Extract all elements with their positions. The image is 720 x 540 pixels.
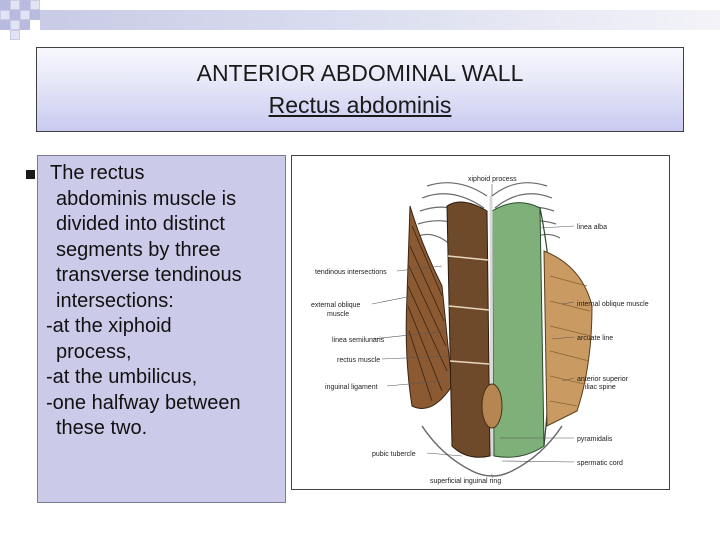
body-line: process, <box>56 340 132 363</box>
deco-square <box>20 10 30 20</box>
label-pubic-tubercle: pubic tubercle <box>372 451 416 458</box>
deco-square <box>0 10 10 20</box>
label-xiphoid: xiphoid process <box>468 176 517 183</box>
label-internal-oblique: internal oblique muscle <box>577 301 649 308</box>
label-tendinous: tendinous intersections <box>315 269 387 276</box>
label-rectus: rectus muscle <box>337 357 381 364</box>
deco-square <box>10 0 20 10</box>
deco-square <box>10 30 20 40</box>
label-linea-semilunaris: linea semilunaris <box>332 337 385 344</box>
pyramidalis-shape <box>482 384 502 428</box>
label-asis-1: anterior superior <box>577 376 628 383</box>
label-arcuate: arcuate line <box>577 335 614 342</box>
body-line: abdominis muscle is <box>56 187 237 210</box>
external-oblique-shape <box>406 206 452 409</box>
label-external-oblique-1: external oblique <box>311 302 361 309</box>
deco-square <box>10 10 20 20</box>
slide-title: ANTERIOR ABDOMINAL WALL <box>196 60 524 86</box>
label-inguinal-ligament: inguinal ligament <box>325 384 378 391</box>
label-asis-2: iliac spine <box>585 384 616 391</box>
body-line: these two. <box>56 417 148 439</box>
body-line: transverse tendinous <box>56 264 242 286</box>
label-superficial-ring: superficial inguinal ring <box>430 478 502 485</box>
body-line: -at the xiphoid <box>46 315 172 337</box>
deco-square <box>30 0 40 10</box>
label-external-oblique-2: muscle <box>327 311 350 318</box>
body-line: -at the umbilicus, <box>46 366 198 388</box>
abdominal-wall-illustration <box>292 156 671 491</box>
deco-square <box>0 20 10 30</box>
decorative-bar <box>40 10 720 30</box>
title-box <box>36 47 684 132</box>
label-pyramidalis: pyramidalis <box>577 436 613 443</box>
body-text <box>46 161 286 442</box>
anatomy-figure <box>291 155 670 490</box>
body-line: The rectus <box>50 162 145 184</box>
body-line: segments by three <box>56 238 221 261</box>
bullet-icon <box>26 170 35 179</box>
body-line: intersections: <box>56 289 174 312</box>
label-linea-alba: linea alba <box>577 224 607 231</box>
decorative-pattern <box>0 0 720 50</box>
slide-subtitle: Rectus abdominis <box>268 92 452 118</box>
deco-square <box>20 0 30 10</box>
deco-square <box>0 0 10 10</box>
label-spermatic-cord: spermatic cord <box>577 460 623 467</box>
body-line: -one halfway between <box>46 391 241 414</box>
body-line: divided into distinct <box>56 213 225 235</box>
deco-square <box>10 20 20 30</box>
deco-square <box>20 20 30 30</box>
deco-square <box>30 10 40 20</box>
